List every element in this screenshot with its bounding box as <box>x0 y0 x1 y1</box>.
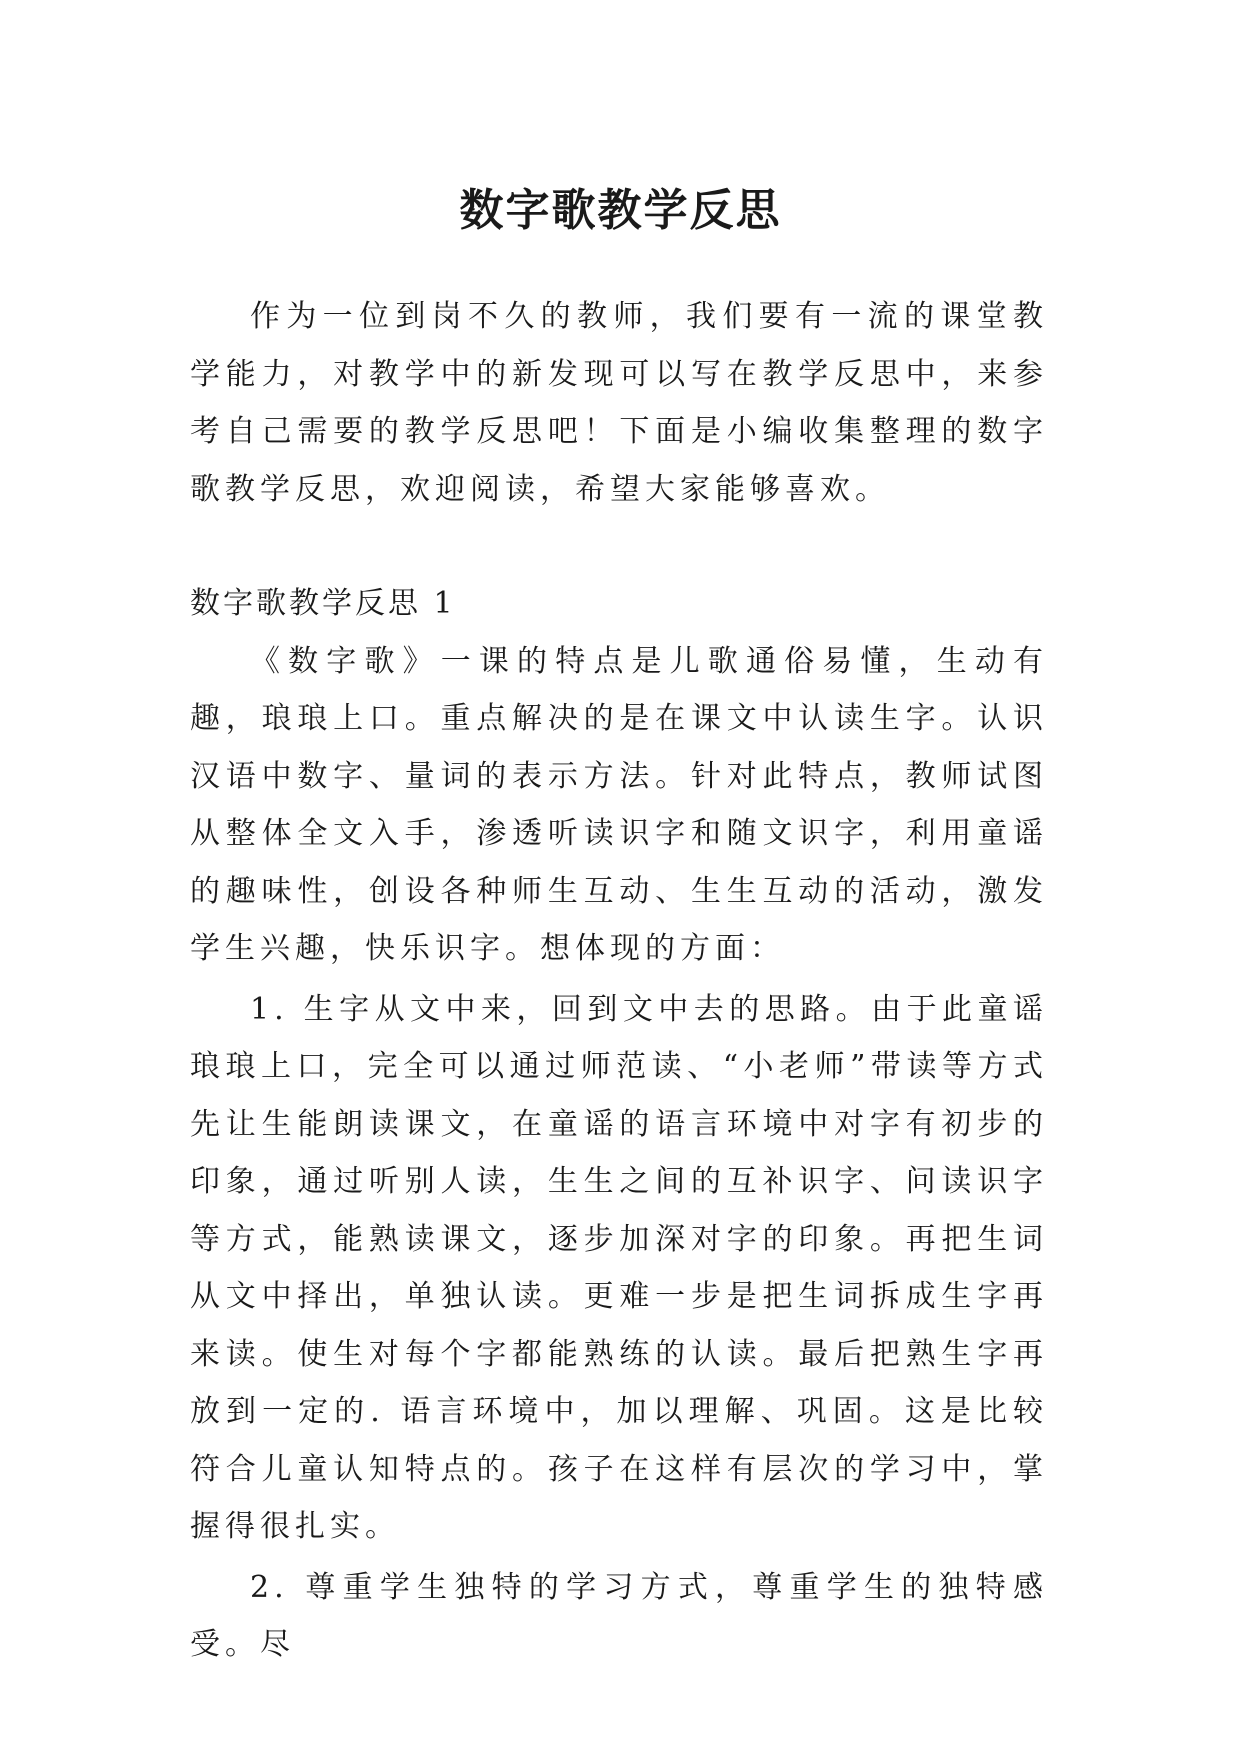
body-paragraph: 《数字歌》一课的特点是儿歌通俗易懂，生动有趣，琅琅上口。重点解决的是在课文中认读生字。认识汉语中数字、量词的表示方法。针对此特点，教师试图从整体全文入手，渗透听读识字和随文识字，利用童谣的趣味性，创设各种师生互动、生生互动的活动，激发学生兴趣，快乐识字。想体现的方面： <box>190 643 1048 966</box>
section-heading: 数字歌教学反思 1 <box>190 586 456 621</box>
intro-paragraph: 作为一位到岗不久的教师，我们要有一流的课堂教学能力，对教学中的新发现可以写在教学反思中，来参考自己需要的教学反思吧！下面是小编收集整理的数字歌教学反思，欢迎阅读，希望大家能够喜欢。 <box>190 299 1048 507</box>
numbered-point-2: 2. 尊重学生独特的学习方式，尊重学生的独特感受。尽 <box>190 1569 1048 1662</box>
document-title: 数字歌教学反思 <box>459 185 782 237</box>
document-body <box>190 288 1048 1674</box>
numbered-point-1: 1. 生字从文中来，回到文中去的思路。由于此童谣琅琅上口，完全可以通过师范读、“小老师”带读等方式先让生能朗读课文，在童谣的语言环境中对字有初步的印象，通过听别人读，生生之间的互补识字、问读识字等方式，能熟读课文，逐步加深对字的印象。再把生词从文中择出，单独认读。更难一步是把生词拆成生字再来读。使生对每个字都能熟练的认读。最后把熟生字再放到一定的. 语言环境中，加以理解、巩固。这是比较符合儿童认知特点的。孩子在这样有层次的学习中，掌握得很扎实。 <box>190 991 1048 1544</box>
